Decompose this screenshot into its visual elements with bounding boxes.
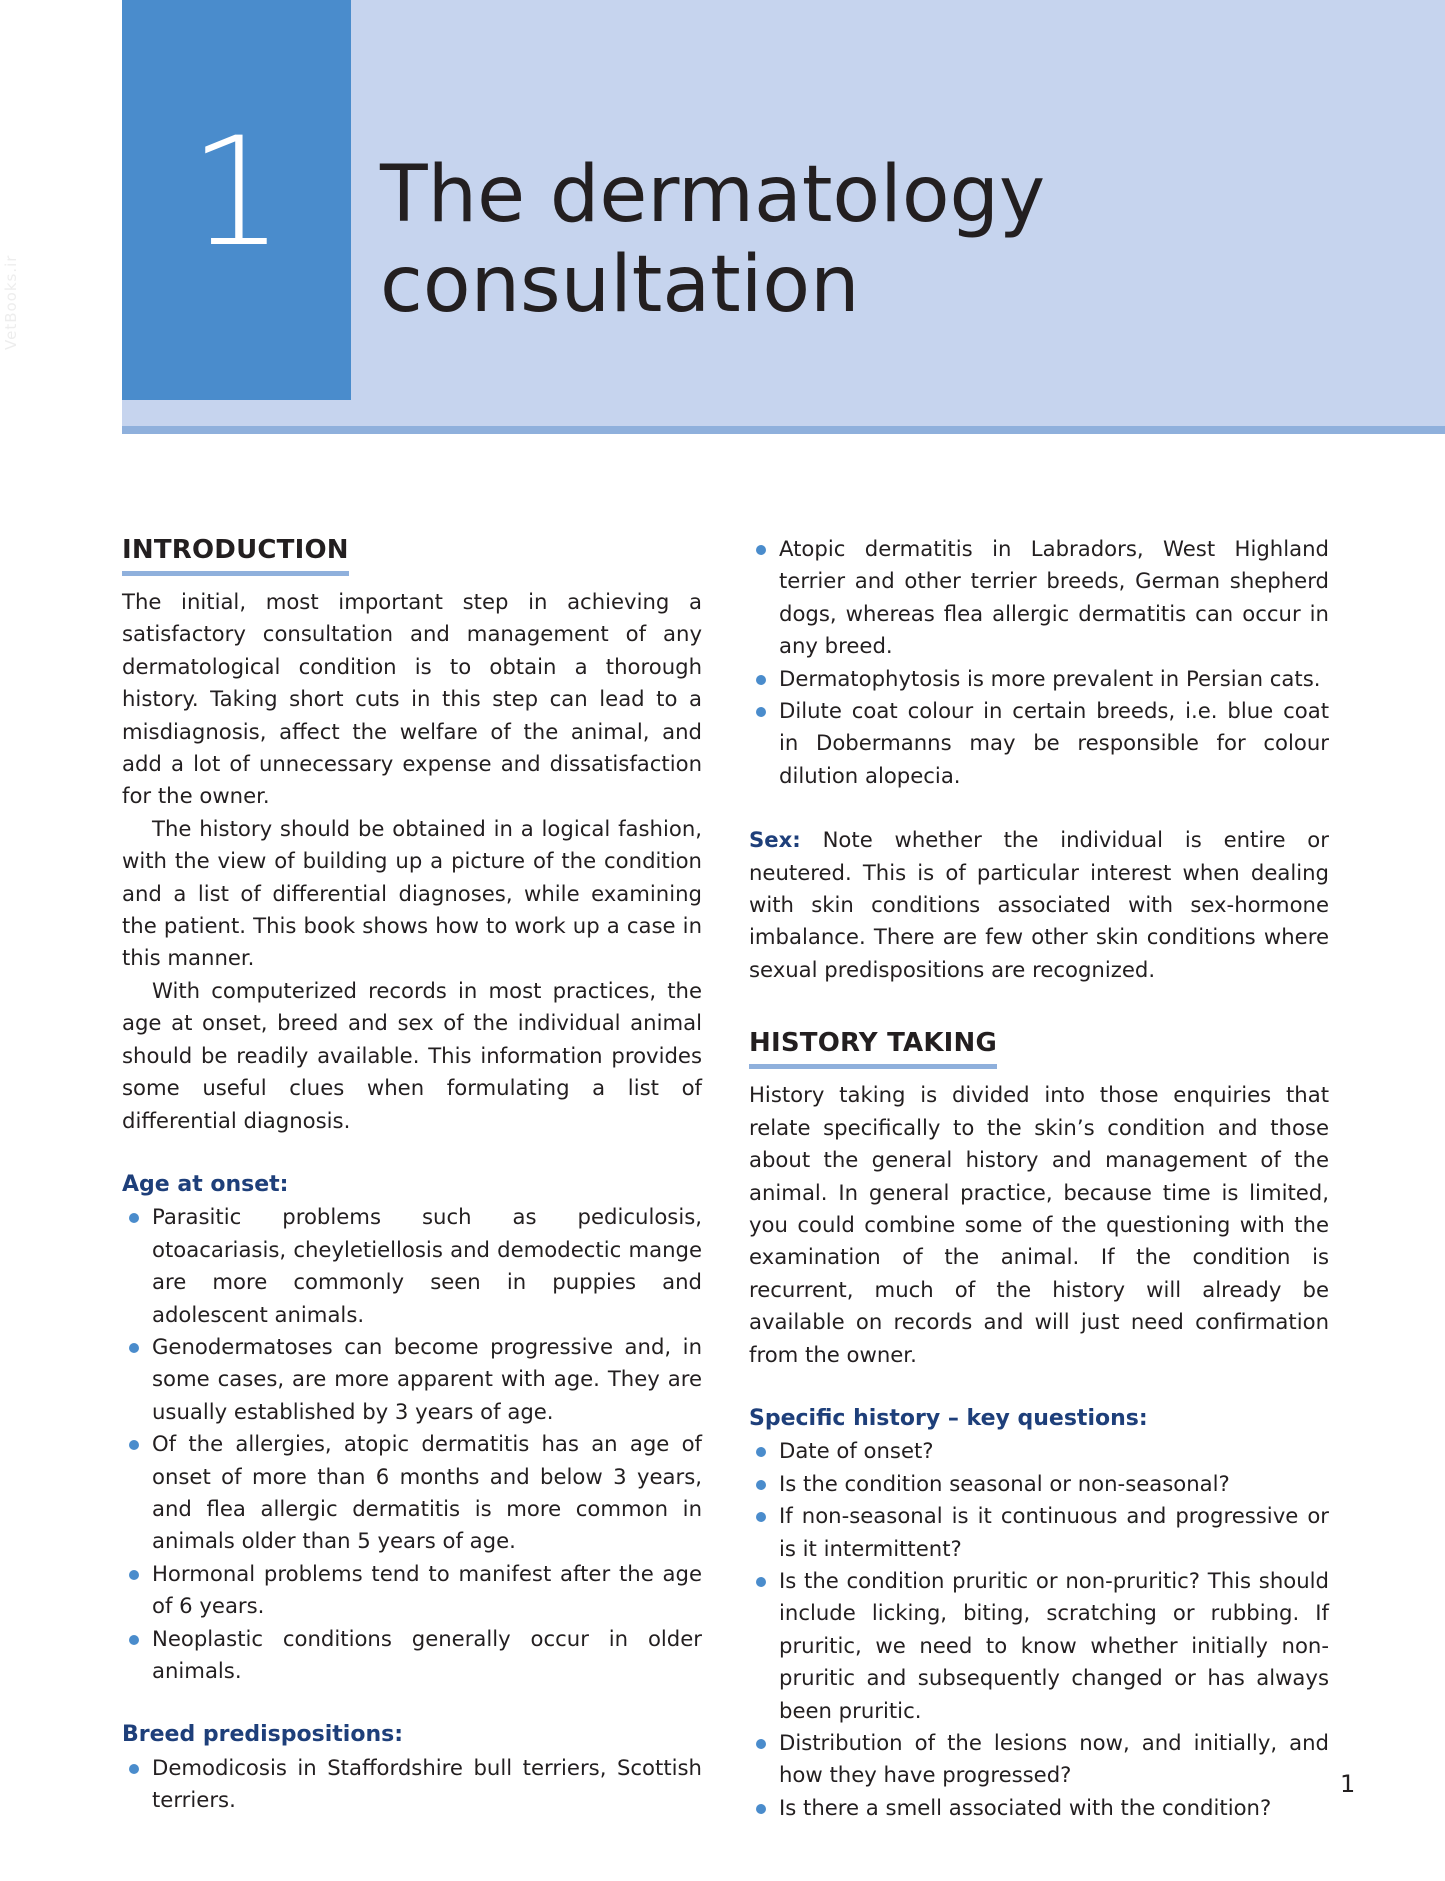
- history-taking-paragraph: History taking is divided into those enquiries that relate specifically to the skin’s condition and those about the general history and management of the animal. In general practice, because time is limited, you could combine some of the questioning with the examination of the animal. If the condition is recurrent, much of the history will already be available on records and will just need confirmation from the owner.: [749, 1082, 1329, 1367]
- chapter-number: 1: [188, 106, 285, 280]
- chapter-title: [380, 150, 1380, 330]
- list-item: Is the condition seasonal or non-seasonal?: [749, 1468, 1329, 1500]
- list-item: Date of onset?: [749, 1435, 1329, 1467]
- breed-predispositions-heading: Breed predispositions:: [122, 1722, 403, 1748]
- sex-paragraph: [749, 824, 1329, 986]
- page-number: 1: [1340, 1770, 1356, 1798]
- list-item: Neoplastic conditions generally occur in older animals.: [122, 1623, 702, 1688]
- breed-predispositions-list-part-1: [122, 1752, 702, 1817]
- list-item: Atopic dermatitis in Labradors, West Highland terrier and other terrier breeds, German shepherd dogs, whereas flea allergic dermatitis can occur in any breed.: [749, 533, 1329, 663]
- breed-predispositions-list-part-2: [749, 533, 1329, 792]
- list-item: Dermatophytosis is more prevalent in Persian cats.: [749, 663, 1329, 695]
- age-at-onset-list: [122, 1201, 702, 1687]
- chapter-title-line-2: consultation: [380, 240, 860, 330]
- specific-history-list: [749, 1435, 1329, 1824]
- left-column: [122, 533, 702, 1817]
- chapter-title-line-1: The dermatology: [380, 150, 1046, 240]
- intro-paragraph: With computerized records in most practices, the age at onset, breed and sex of the individual animal should be readily available. This information provides some useful clues when formulating a list of differential diagnosis.: [122, 977, 702, 1133]
- list-item: Distribution of the lesions now, and initially, and how they have progressed?: [749, 1727, 1329, 1792]
- intro-paragraph: The history should be obtained in a logical fashion, with the view of building up a picture of the condition and a list of differential diagnoses, while examining the patient. This book shows how to work up a case in this manner.: [122, 815, 702, 971]
- chapter-number-box: [122, 0, 351, 400]
- watermark: VetBooks.ir: [2, 254, 20, 350]
- list-item: Genodermatoses can become progressive and, in some cases, are more apparent with age. They are usually established by 3 years of age.: [122, 1331, 702, 1428]
- introduction-heading: INTRODUCTION: [122, 533, 349, 576]
- list-item: If non-seasonal is it continuous and progressive or is it intermittent?: [749, 1500, 1329, 1565]
- list-item: Demodicosis in Staffordshire bull terriers, Scottish terriers.: [122, 1752, 702, 1817]
- age-at-onset-heading: Age at onset:: [122, 1171, 289, 1197]
- sex-label: Sex:: [749, 827, 801, 853]
- intro-paragraph: The initial, most important step in achieving a satisfactory consultation and management of any dermatological condition is to obtain a thorough history. Taking short cuts in this step can lead to a misdiagnosis, affect the welfare of the animal, and add a lot of unnecessary expense and dissatisfaction for the owner.: [122, 589, 702, 809]
- sex-text: Note whether the individual is entire or neutered. This is of particular interest when dealing with skin conditions associated with sex-hormone imbalance. There are few other skin conditions where sexual predispositions are recognized.: [749, 827, 1329, 982]
- list-item: Dilute coat colour in certain breeds, i.e. blue coat in Dobermanns may be responsible for colour dilution alopecia.: [749, 695, 1329, 792]
- list-item: Hormonal problems tend to manifest after the age of 6 years.: [122, 1558, 702, 1623]
- banner-rule: [122, 426, 1445, 434]
- list-item: Is there a smell associated with the condition?: [749, 1792, 1329, 1824]
- list-item: Parasitic problems such as pediculosis, otoacariasis, cheyletiellosis and demodectic mange are more commonly seen in puppies and adolescent animals.: [122, 1201, 702, 1331]
- list-item: Of the allergies, atopic dermatitis has an age of onset of more than 6 months and below 3 years, and flea allergic dermatitis is more common in animals older than 5 years of age.: [122, 1428, 702, 1558]
- history-taking-heading: HISTORY TAKING: [749, 1026, 997, 1069]
- specific-history-heading: Specific history – key questions:: [749, 1405, 1148, 1431]
- right-column: [749, 533, 1329, 1824]
- list-item: Is the condition pruritic or non-pruritic? This should include licking, biting, scratching or rubbing. If pruritic, we need to know whether initially non-pruritic and subsequently changed or has always been pruritic.: [749, 1565, 1329, 1727]
